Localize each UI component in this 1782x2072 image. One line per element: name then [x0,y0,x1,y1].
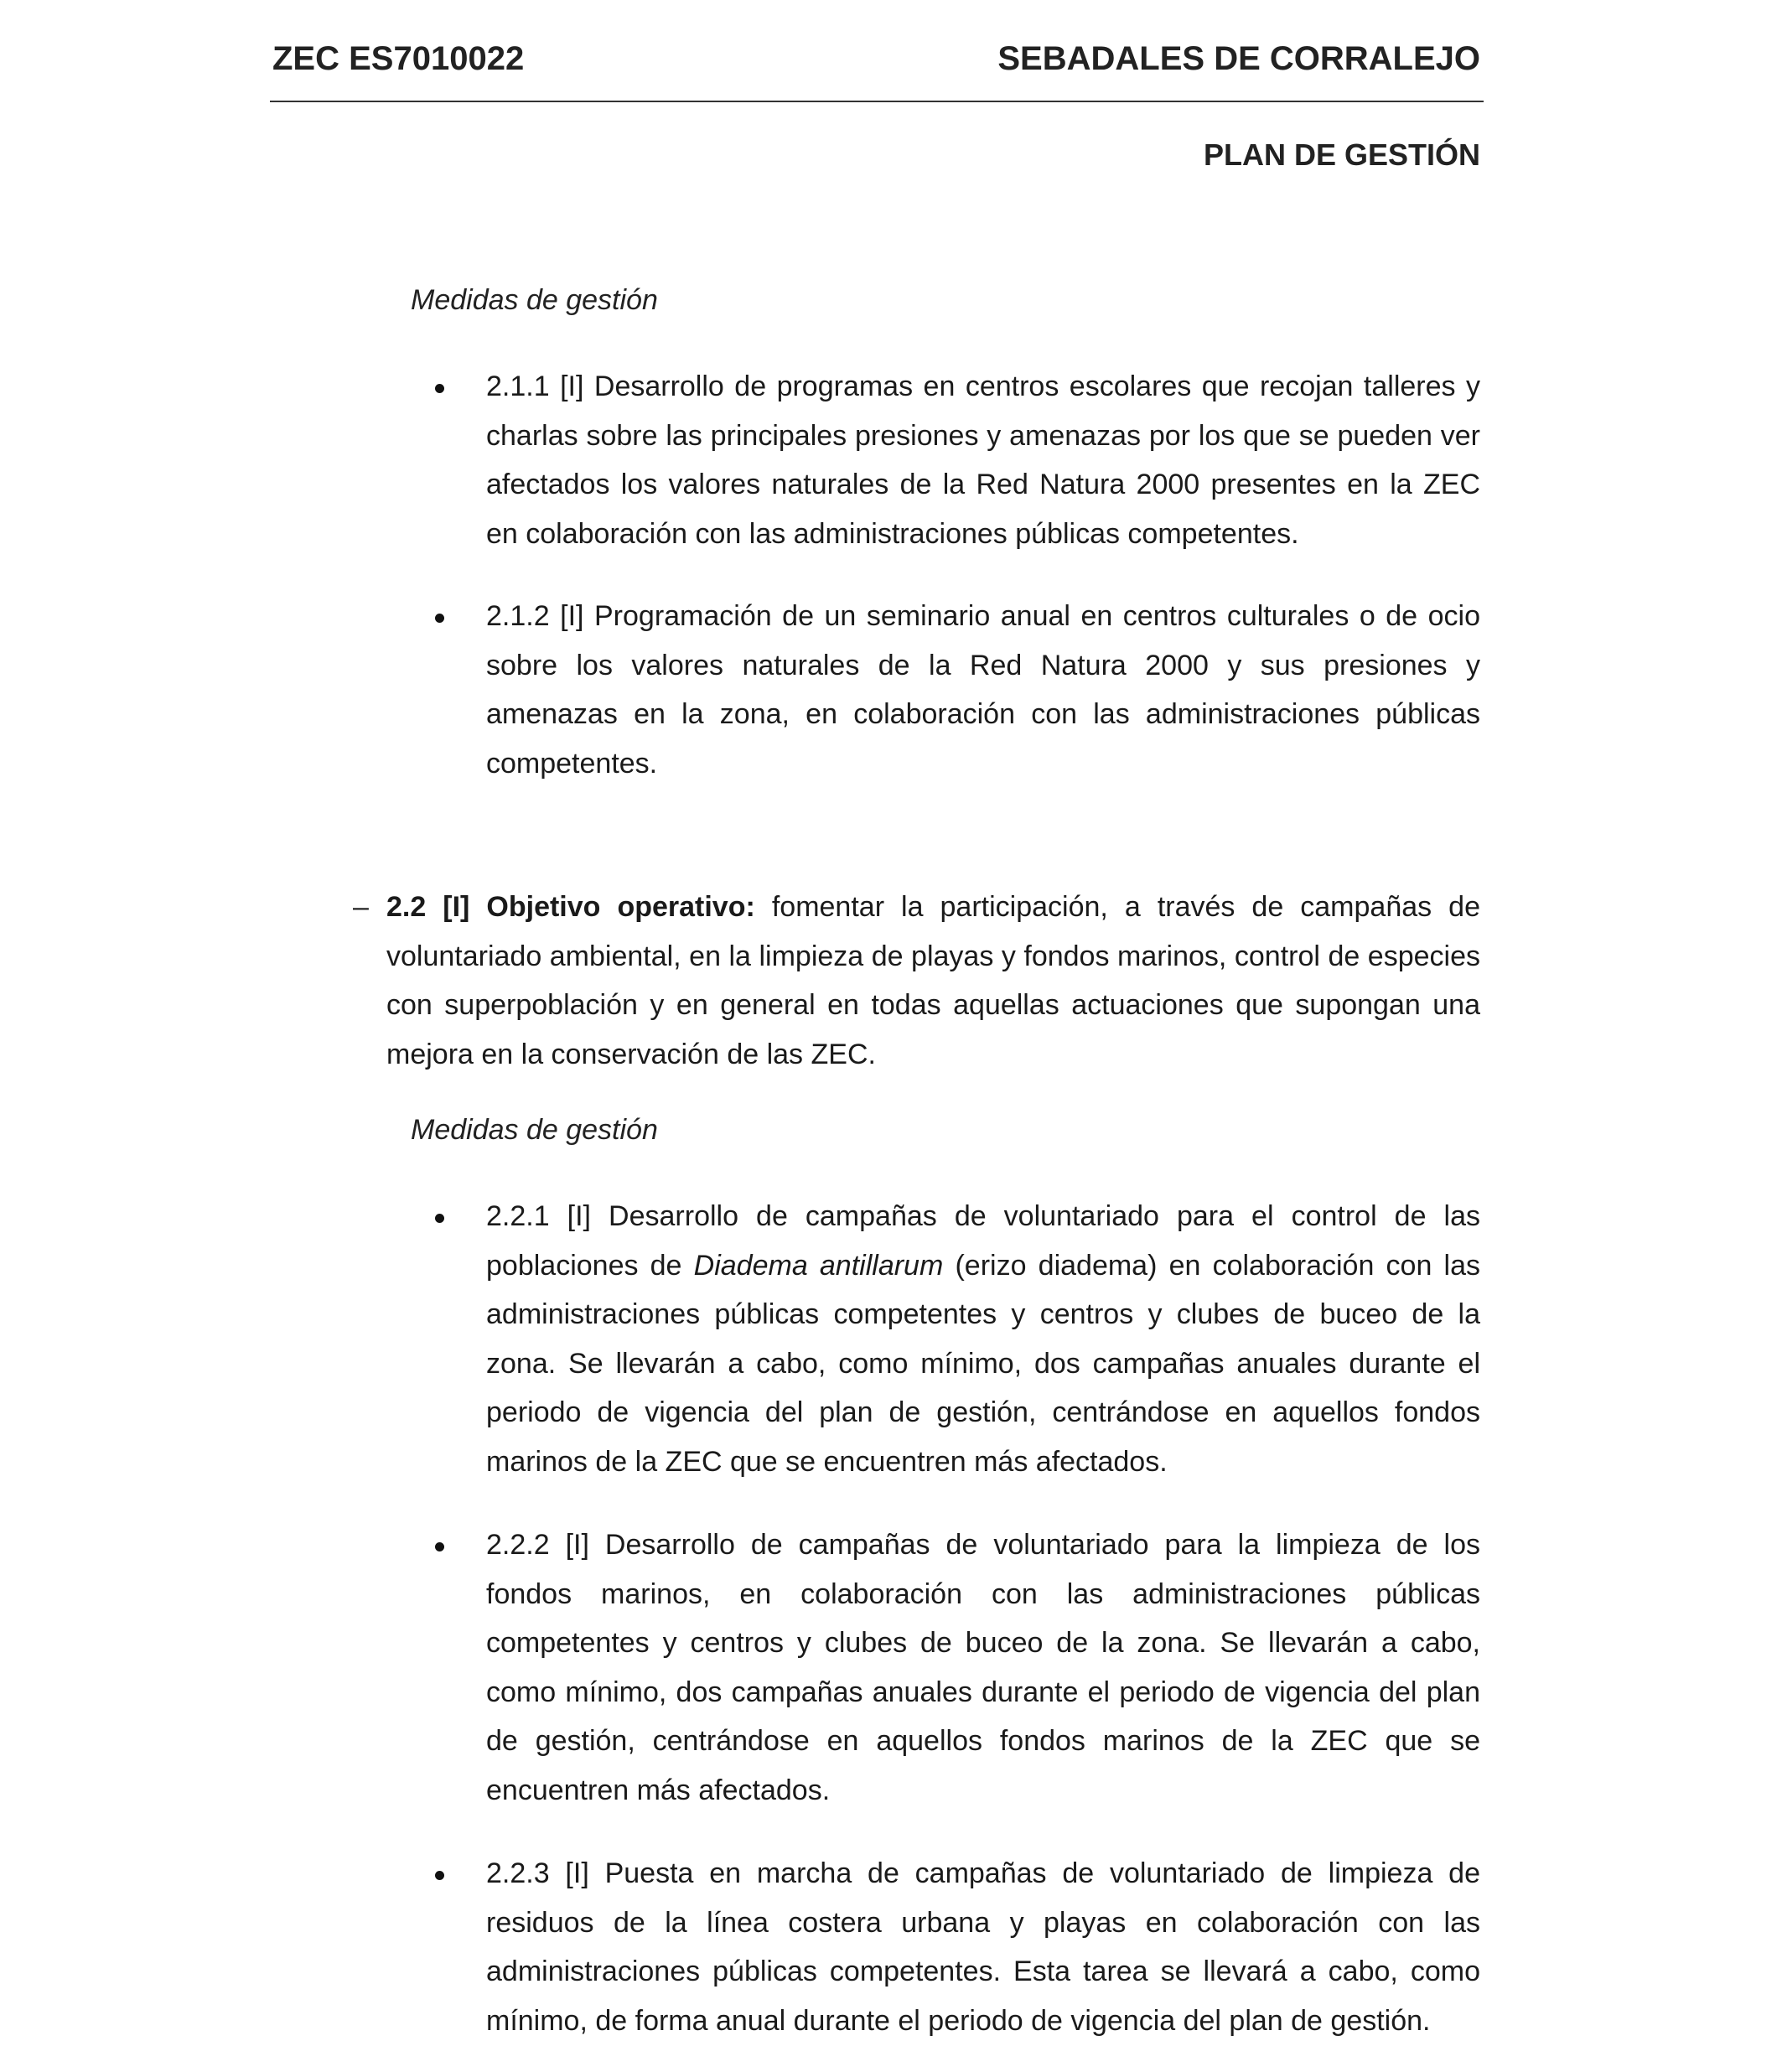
measure-item: 2.2.2 [I] Desarrollo de campañas de voluntariado para la limpieza de los fondos marinos, en colaboración con las administraciones públicas competentes y centros y clubes de buceo de la zona. Se llevarán a cabo, como mínimo, dos campañas anuales durante el periodo de vigencia del plan de gestión, centrándose en aquellos fondos marinos de la ZEC que se encuentren más afectados. [486,1529,1480,1806]
species-name: Diadema antillarum [693,1249,944,1282]
measure-text: (erizo diadema) en colaboración con las administraciones públicas competentes y centros y clubes de buceo de la zona. Se llevarán a cabo, como mínimo, dos campañas anuales durante el periodo de vigencia del plan de gestión, centrándose en aquellos fondos marinos de la ZEC que se encuentren más afectados. [486,1249,1481,1478]
bullet-icon [435,1214,444,1223]
measure-text: 2.2.1 [I] Desarrollo de campañas de voluntariado para el control de las poblaciones de [486,1200,1480,1282]
measure-item: 2.2.3 [I] Puesta en marcha de campañas de voluntariado de limpieza de residuos de la línea costera urbana y playas en colaboración con las administraciones públicas competentes. Esta tarea se llevará a cabo, como mínimo, de forma anual durante el periodo de vigencia del plan de gestión. [486,1857,1480,2037]
header-site-code: ZEC ES7010022 [272,40,525,77]
document-subtitle: PLAN DE GESTIÓN [1203,137,1480,172]
dash-icon: – [353,891,369,923]
measures-heading: Medidas de gestión [411,284,658,316]
header-divider [270,101,1484,102]
bullet-icon [435,614,444,623]
measure-item [486,1192,1480,1486]
operational-objective [386,883,1480,1079]
header-site-name: SEBADALES DE CORRALEJO [997,40,1480,77]
objective-text: fomentar la participación, a través de campañas de voluntariado ambiental, en la limpieza de playas y fondos marinos, control de especies con superpoblación y en general en todas aquellas actuaciones que supongan una mejora en la conservación de las ZEC. [386,891,1480,1070]
bullet-icon [435,1871,444,1880]
measure-item: 2.1.2 [I] Programación de un seminario anual en centros culturales o de ocio sobre los valores naturales de la Red Natura 2000 y sus presiones y amenazas en la zona, en colaboración con las administraciones públicas competentes. [486,600,1480,780]
measure-item: 2.1.1 [I] Desarrollo de programas en centros escolares que recojan talleres y charlas sobre las principales presiones y amenazas por los que se pueden ver afectados los valores naturales de la Red Natura 2000 presentes en la ZEC en colaboración con las administraciones públicas competentes. [486,370,1480,550]
objective-label: 2.2 [I] Objetivo operativo: [386,891,755,923]
measures-heading: Medidas de gestión [411,1114,658,1146]
bullet-icon [435,384,444,393]
bullet-icon [435,1542,444,1551]
